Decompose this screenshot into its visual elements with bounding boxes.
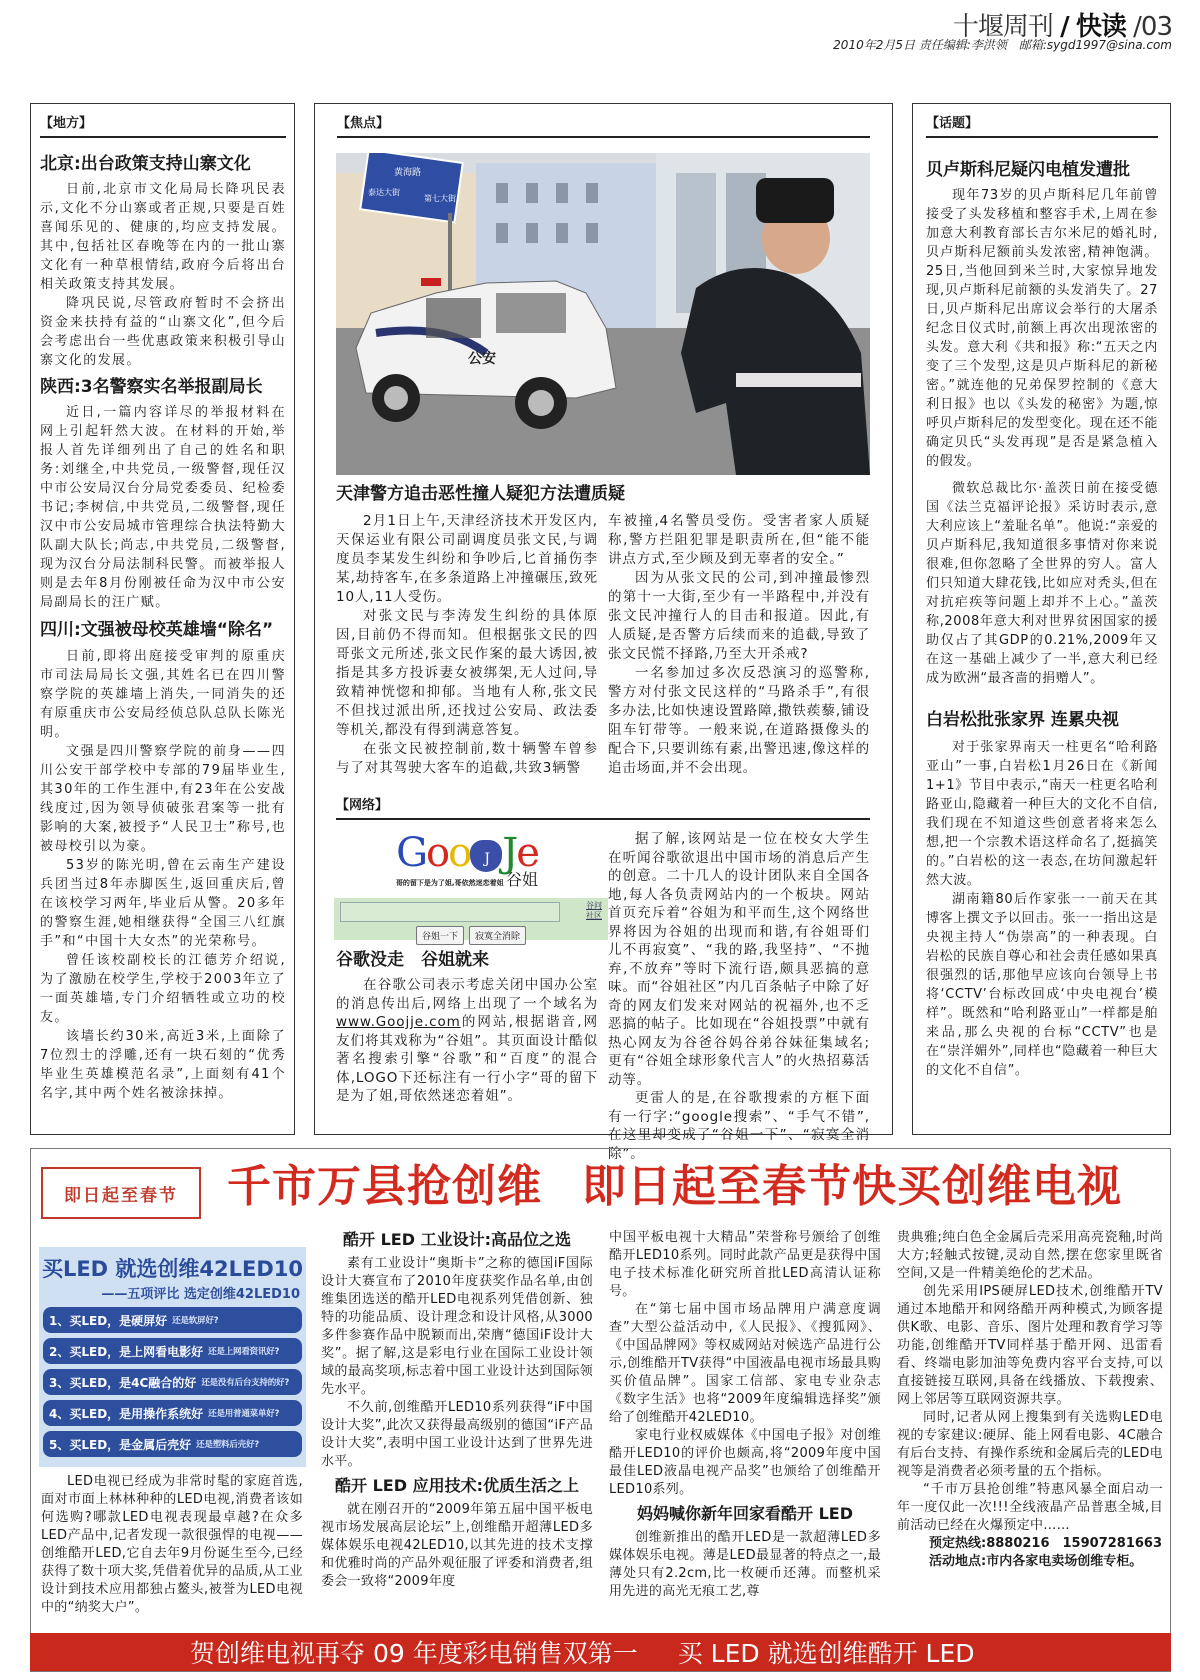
paragraph: 湖南籍80后作家张一一前天在其博客上撰文予以回击。张一一指出这是央视主持人“伪崇高”的一种表现。白岩松的民族自尊心和社会责任感如果真很强烈的话,那他早应该向台领导上书将‘CCTV’台标改回成‘中央电视台’模样”。既然和“哈利路亚山”一样都是舶来品,那么央视的台标“CCTV”也是在“崇洋媚外”,同样也“隐藏着一种巨大的文化不自信”。 (926, 892, 1158, 1078)
paragraph: 日前,北京市文化局局长降巩民表示,文化不分山寨或者正规,只要是百姓喜闻乐见的、健康的,均应支持发展。其中,包括社区春晚等在内的一批山寨文化有一种草根情结,政府今后将出台相关政策支持其发展。 (40, 182, 286, 292)
comparison-item (43, 1369, 302, 1395)
goojje-logo (336, 830, 598, 892)
banner-text: 买 LED 就选创维酷开 LED (677, 1639, 975, 1668)
paragraph: 对于张家界南天一柱更名“哈利路亚山”一事,白岩松1月26日在《新闻1+1》节目中表示,“南天一柱更名哈利路亚山,隐藏着一种巨大的文化不自信,我们现在不知道这些创意者将来怎么想,把一个宗教术语这样命名了,挺搞笑的。”白岩松的这一表态,在坊间激起轩然大波。 (926, 740, 1158, 888)
advertisement (30, 1148, 1171, 1672)
paragraph: 2月1日上午,天津经济技术开发区内,天保运业有限公司副调度员张文民,与调度员李某发生纠纷和争吵后,匕首捅伤李某,劫持客车,在多条道路上冲撞碾压,致死10人,11人受伤。 (336, 513, 598, 605)
logo-letter: J (502, 830, 517, 876)
paragraph: 车被撞,4名警员受伤。受害者家人质疑称,警方拦阻犯罪是职责所在,但“能不能讲点方式,至少顾及到无辜者的安全。” (608, 513, 870, 567)
logo-cn: 谷姐 (506, 870, 539, 889)
item-main: 1、买LED，是硬屏好 (49, 1313, 168, 1328)
article-title: 天津警方追击恶性撞人疑犯方法遭质疑 (336, 484, 625, 504)
page-number: /03 (1133, 12, 1172, 42)
link-community[interactable]: 社区 (586, 911, 602, 920)
ad-headline (227, 1159, 1122, 1215)
ad-text-column (897, 1229, 1163, 1571)
sign-road-name: 黄海路 (394, 168, 422, 178)
paragraph: 日前,即将出庭接受审判的原重庆市司法局局长文强,其姓名已在四川警察学院的英雄墙上消失,一同消失的还有原重庆市公安局经侦总队总队长陈光明。 (40, 649, 286, 740)
section-label: 【焦点】 (337, 112, 870, 138)
item-main: 5、买LED，是金属后壳好 (49, 1437, 192, 1452)
ad-subtitle: 酷开 LED 应用技术:优质生活之上 (335, 1476, 579, 1495)
search-buttons (340, 924, 602, 945)
text-column (608, 830, 870, 1163)
search-links (586, 901, 602, 921)
article (40, 618, 286, 1103)
paragraph: “千市万县抢创维”特惠风暴全面启动一年一度仅此一次!!!全线液晶产品普惠全城,目前活动已经在火爆预定中…… (897, 1482, 1163, 1533)
panel-title: 买LED 就选创维42LED10 (41, 1257, 304, 1281)
car-marking: 公安 (468, 351, 496, 367)
paragraph: 创先采用IPS硬屏LED技术,创维酷开TV通过本地酷开和网络酷开两种模式,为顾客提供K歌、电影、音乐、图片处理和教育学习等功能,创维酷开TV同样基于酷开网、迅雷看看、终端电影加油等免费内容平台支持,可以直接链接互联网,具备在线播放、下载搜索、网上邻居等互联网资源共享。 (897, 1284, 1163, 1407)
logo-letter: e (516, 830, 538, 876)
logo-letter: o (426, 830, 449, 876)
section-label: 【话题】 (926, 112, 1158, 138)
text-column (336, 512, 598, 778)
network-body (336, 830, 870, 1163)
paragraph: 微软总裁比尔·盖茨日前在接受德国《法兰克福评论报》采访时表示,意大利应该上“羞耻名单”。他说:“亲爱的贝卢斯科尼,我知道很多事情对你来说很难,但你忽略了全世界的穷人。富人们只知道大肆花钱,比如应对秃头,但在对抗疟疾等问题上却并不上心。”盖茨称,2008年意大利对世界贫困国家的援助仅占了其GDP的0.21%,2009年又在这一基础上减少了一半,意大利已经成为欧洲“最吝啬的捐赠人”。 (926, 481, 1158, 686)
network-section (336, 794, 870, 1163)
bottom-banner (30, 1633, 1171, 1671)
logo-letter: G (396, 830, 427, 876)
item-main: 4、买LED，是用操作系统好 (49, 1406, 204, 1421)
article (40, 375, 286, 612)
banner-text: 贺创维电视再夺 09 年度彩电销售双第一 (190, 1639, 638, 1668)
paragraph: 更雷人的是,在谷歌搜索的方框下面有一行字:“google搜索”、“手气不错”,在这里却变成了“谷姐一下”、“寂寞全消除”。 (608, 1090, 870, 1162)
news-photo (336, 153, 870, 475)
text-column (336, 830, 602, 1163)
sign-left: 泰达大街 (368, 188, 400, 197)
item-sub: 还是上网看资讯好? (208, 1347, 280, 1357)
article-title: 北京:出台政策支持山寨文化 (40, 154, 251, 174)
headline-part: 即日起至春节快买创维电视 (582, 1161, 1122, 1212)
item-sub: 还是塑料后壳好? (196, 1440, 259, 1450)
publication-name: 十堰周刊 (952, 12, 1053, 42)
section-name: 快读 (1075, 12, 1126, 42)
article-title: 陕西:3名警察实名举报副局长 (40, 377, 263, 397)
panel-subtitle: ——五项评比 选定创维42LED10 (101, 1287, 300, 1302)
masthead-sep: / (1060, 12, 1069, 42)
search-panel (334, 898, 608, 940)
paragraph: 同时,记者从网上搜集到有关选购LED电视的专家建议:硬屏、能上网看电影、4C融合有后台支持、有操作系统和金属后壳的LED电视等是消费者必须考量的五个指标。 (897, 1410, 1163, 1479)
article (40, 152, 286, 370)
focus-column (314, 103, 893, 1162)
paragraph: 降巩民说,尽管政府暂时不会挤出资金来扶持有益的“山寨文化”,但今后会考虑出台一些优惠政策来积极引导山寨文化的发展。 (40, 296, 286, 368)
paragraph: 在“第七届中国市场品牌用户满意度调查”大型公益活动中,《人民报》、《搜狐网》、《中国品牌网》等权威网站对候选产品进行公示,创维酷开TV获得“中国液晶电视市场最具购买价值品牌”。国家工信部、家电专业杂志《数字生活》也将“2009年度编辑选择奖”颁给了创维酷开42LED10。 (609, 1302, 881, 1425)
paragraph: 曾任该校副校长的江德芳介绍说,为了激励在校学生,学校于2003年立了一面英雄墙,专门介绍牺牲或立功的校友。 (40, 953, 286, 1025)
section-label: 【地方】 (40, 112, 286, 138)
article-body (336, 512, 870, 778)
paragraph: 据了解,该网站是一位在校女大学生在听闻谷歌欲退出中国市场的消息后产生的创意。二十几人的设计团队来自全国各地,每人各负责网站内的一个板块。网站首页充斥着“谷姐为和平而生,这个网络世界将因为谷姐的出现而和谐,有谷姐哥们儿不再寂寞”、“我的路,我坚持”、“不抛弃,不放弃”等时下流行语,颇具恶搞的意味。而“谷姐社区”内几百条帖子中除了好奇的网友们发来对网站的祝福外,也不乏恶搞的帖子。比如现在“谷姐投票”中就有热心网友为谷爸谷妈谷弟谷妹征集域名;更有“谷姐全球形象代言人”的火热招募活动等。 (608, 831, 870, 1088)
item-sub: 还是用普通菜单好? (208, 1409, 280, 1419)
comparison-item (43, 1400, 302, 1426)
ad-subtitle: 妈妈喊你新年回家看酷开 LED (637, 1504, 853, 1523)
article-title: 四川:文强被母校英雄墙“除名” (40, 620, 274, 640)
search-input[interactable] (340, 902, 560, 922)
paragraph: 家电行业权威媒体《中国电子报》对创维酷开LED10的评价也颇高,将“2009年度中国最佳LED液晶电视产品奖”也颁给了创维酷开LED10系列。 (609, 1428, 881, 1497)
paragraph: 不久前,创维酷开LED10系列获得“iF中国设计大奖”,此次又获得最高级别的德国“iF产品设计大奖”,表明中国工业设计达到了世界先进水平。 (321, 1400, 593, 1469)
paragraph: 贵典雅;纯白色全金属后壳采用高亮瓷釉,时尚大方;轻触式按键,灵动自然,摆在您家里既省空间,又是一件精美绝伦的艺术品。 (897, 1230, 1163, 1281)
paragraph: 文强是四川警察学院的前身——四川公安干部学校中专部的79届毕业生,其30年的工作生涯中,有23年在公安战线度过,因为领导侦破张君案等一批有影响的大案,被授予“人民卫士”称号,也被母校引以为豪。 (40, 744, 286, 854)
paragraph: LED电视已经成为非常时髦的家庭首选,面对市面上林林种种的LED电视,消费者该如何选购?哪款LED电视表现最卓越?在众多LED产品中,记者发现一款很强悍的电视——创维酷开LED,它自去年9月份诞生至今,已经获得了数十项大奖,凭借着优异的品质,从工业设计到技术应用都独占鳌头,被誉为LED电视中的“纳奖大户”。 (41, 1474, 303, 1615)
local-news-column (30, 103, 295, 1135)
article-title: 谷歌没走 谷姐就来 (336, 950, 489, 970)
comparison-panel (39, 1247, 306, 1467)
item-sub: 还是没有后台支持的好? (201, 1378, 290, 1388)
item-sub: 还是软屏好? (172, 1316, 219, 1326)
text: 的网站,根据谐音,网友们将其戏称为“谷姐”。其页面设计酷似著名搜索引擎“谷歌”和“百度”的混合体,LOGO下还标注有一行小字“哥的留下是为了姐,哥依然迷恋着姐”。 (336, 1014, 598, 1104)
sign-right: 第七大街 (424, 194, 456, 203)
ad-text-column (609, 1229, 881, 1601)
dateline: 2010年2月5日 责任编辑:李洪领 邮箱:sygd1997@sina.com (833, 38, 1172, 52)
item-main: 2、买LED，是上网看电影好 (49, 1344, 204, 1359)
link-ask[interactable]: 谷问 (586, 901, 602, 910)
hotline: 预定热线:8880216 15907281663 (929, 1536, 1163, 1551)
promo-badge: 即日起至春节 (41, 1167, 201, 1219)
logo-tagline: 哥的留下是为了姐,哥依然迷恋着姐 (395, 879, 504, 887)
paragraph: 该墙长约30米,高近3米,上面除了7位烈士的浮雕,还有一块石刻的“优秀毕业生英雄模范名录”,上面刻有41个名字,其中两个姓名被涂抹掉。 (40, 1029, 286, 1101)
comparison-item (43, 1338, 302, 1364)
focus-article (336, 482, 870, 778)
ad-text-column (321, 1229, 593, 1591)
paragraph: 对张文民与李涛发生纠纷的具体原因,目前仍不得而知。但根据张文民的四哥张文元所述,张文民作案的最大诱因,被指是其多方投诉妻女被绑架,无人过问,导致精神恍惚和抑郁。当地有人称,张文民不但找过派出所,还找过公安局、政法委等机关,都没有得到满意答复。 (336, 608, 598, 738)
paragraph: 近日,一篇内容详尽的举报材料在网上引起轩然大波。在材料的开始,举报人首先详细列出了自己的姓名和职务:刘继全,中共党员,一级警督,现任汉中市公安局汉台分局党委委员、纪检委书记;李树信,中共党员,二级警督,现任汉中市公安局城市管理综合执法特勤大队副大队长;尚志,中共党员,二级警督,现为汉台分局法制科民警。而被举报人则是去年8月份刚被任命为汉中市公安局副局长的汪广赋。 (40, 405, 286, 610)
paragraph (336, 976, 598, 1106)
paragraph: 因为从张文民的公司,到冲撞最惨烈的第十一大街,至少有一半路程中,并没有张文民冲撞行人的目击和报道。因此,有人质疑,是否警方后续而来的追截,导致了张文民慌不择路,乃至大开杀戒? (608, 570, 870, 662)
search-button[interactable]: 谷姐一下 (416, 926, 464, 945)
headline-part: 千市万县抢创维 (227, 1161, 542, 1212)
section-label: 【网络】 (336, 794, 870, 820)
comparison-item (43, 1431, 302, 1457)
paragraph: 创维新推出的酷开LED是一款超薄LED多媒体娱乐电视。薄是LED最显著的特点之一,最薄处只有2.2cm,比一枚硬币还薄。而整机采用先进的高光无痕工艺,尊 (609, 1530, 881, 1599)
clear-button[interactable]: 寂寞全消除 (469, 926, 526, 945)
paragraph: 在张文民被控制前,数十辆警车曾参与了对其驾驶大客车的追截,共致3辆警 (336, 741, 598, 776)
text-column (608, 512, 870, 778)
paragraph: 素有工业设计“奥斯卡”之称的德国iF国际设计大赛宣布了2010年度获奖作品名单,由创维集团选送的酷开LED电视系列凭借创新、独特的功能品质、设计理念和设计风格,从3000多件参赛作品中脱颖而出,荣膺“德国iF设计大奖”。据了解,这是彩电行业在国际工业设计领域的最高奖项,标志着中国工业设计达到国际领先水平。 (321, 1256, 593, 1397)
paragraph: 中国平板电视十大精品”荣誉称号颁给了创维酷开LED10系列。同时此款产品更是获得中国电子技术标准化研究所首批LED高清认证称号。 (609, 1230, 881, 1299)
logo-tagline-row (336, 872, 598, 891)
website-link[interactable]: www.Goojje.com (336, 1014, 461, 1030)
text: 在谷歌公司表示考虑关闭中国办公室的消息传出后,网络上出现了一个域名为 (336, 977, 598, 1012)
paragraph: 现年73岁的贝卢斯科尼几年前曾接受了头发移植和整容手术,上周在参加意大利教育部长吉尔米尼的婚礼时,贝卢斯科尼额前头发浓密,精神饱满。25日,当他回到米兰时,大家惊异地发现,贝卢斯科尼前额的头发消失了。27日,贝卢斯科尼出席议会举行的大屠杀纪念日仪式时,前额上再次出现浓密的头发。意大利《共和报》称:“五天之内变了三个发型,这是贝卢斯科尼的新秘密。”就连他的兄弟保罗控制的《意大利日报》也以《头发的秘密》为题,惊呼贝卢斯科尼的发型变化。现在还不能确定贝氏“头发再现”是否是紧急植入的假发。 (926, 188, 1158, 469)
ad-text-column (41, 1473, 303, 1617)
paragraph: 一名参加过多次反恐演习的巡警称,警方对付张文民这样的“马路杀手”,有很多办法,比如快速设置路障,撒铁蒺藜,铺设阻车钉带等。一般来说,在道路摄像头的配合下,只要训练有素,出警迅速,像这样的追击场面,并不会出现。 (608, 665, 870, 776)
comparison-item (43, 1307, 302, 1333)
item-main: 3、买LED，是4C融合的好 (49, 1375, 197, 1390)
ad-subtitle: 酷开 LED 工业设计:高品位之选 (343, 1230, 571, 1249)
article-title: 贝卢斯科尼疑闪电植发遭批 (926, 160, 1130, 180)
logo-letter: o (448, 830, 471, 876)
topic-column (912, 103, 1171, 1135)
paragraph: 就在刚召开的“2009年第五届中国平板电视市场发展高层论坛”上,创维酷开超薄LED多媒体娱乐电视42LED10,以其先进的技术支撑和优雅时尚的产品外观征服了评委和消费者,组委会一致将“2009年度 (321, 1502, 593, 1589)
paw-icon: J (470, 840, 502, 872)
paragraph: 53岁的陈光明,曾在云南生产建设兵团当过8年赤脚医生,返回重庆后,曾在该校学习两年,毕业后从警。20多年的警察生涯,她相继获得“全国三八红旗手”和“中国十大女杰”的光荣称号。 (40, 858, 286, 949)
event-location: 活动地点:市内各家电卖场创维专柜。 (929, 1554, 1143, 1569)
article-title: 白岩松批张家界 连累央视 (926, 710, 1119, 730)
